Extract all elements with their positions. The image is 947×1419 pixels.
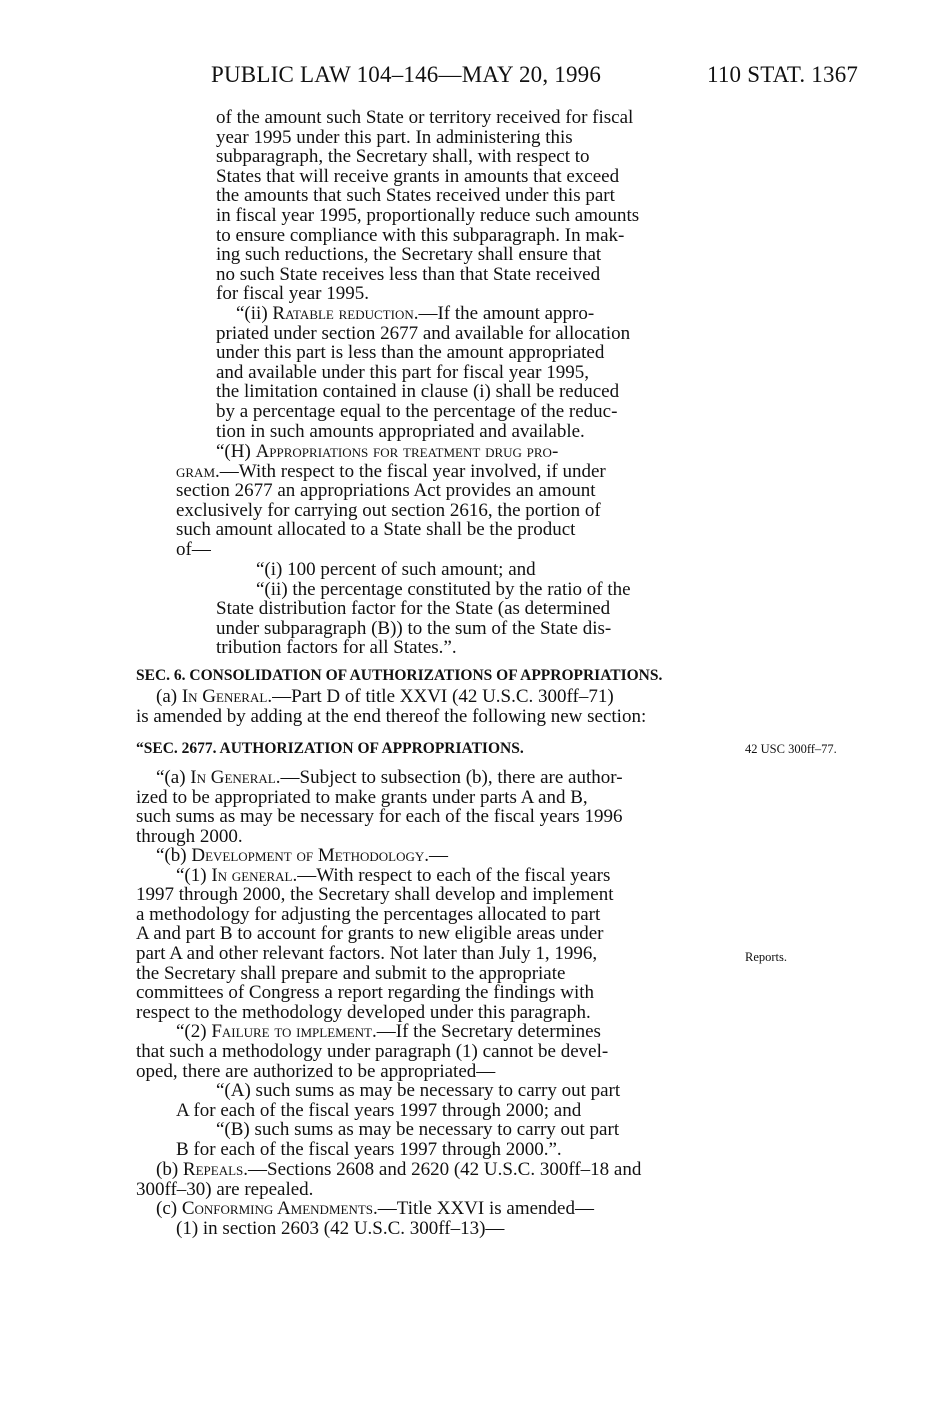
subsection-heading: Development of Methodology xyxy=(191,845,425,866)
section-2677-subsection-b xyxy=(136,846,726,1081)
subsection-a-line: “(a) In General.—Subject to subsection (b), there are author- xyxy=(156,767,623,788)
text-line: subparagraph, the Secretary shall, with respect to xyxy=(216,146,590,168)
paragraph-heading: Failure to implement xyxy=(211,1021,372,1043)
text-line: committees of Congress a report regarding the findings with xyxy=(136,982,595,1004)
paragraph-c1-line: (1) in section 2603 (42 U.S.C. 300ff–13)— xyxy=(176,1217,505,1239)
text-line: of the amount such State or territory received for fiscal xyxy=(216,107,634,128)
clause-first-line: “(ii) Ratable reduction.—If the amount appro- xyxy=(236,303,595,324)
section-2677-heading: “SEC. 2677. AUTHORIZATION OF APPROPRIATIONS. xyxy=(136,740,524,757)
text-line: 300ff–30) are repealed. xyxy=(136,1178,314,1200)
text-line: tribution factors for all States.”. xyxy=(216,637,457,659)
subsection-c-line: (c) Conforming Amendments.—Title XXVI is amended— xyxy=(156,1198,594,1220)
paragraph-2-line: “(2) Failure to implement.—If the Secretary determines xyxy=(176,1021,601,1043)
subsection-b-line: (b) Repeals.—Sections 2608 and 2620 (42 U.S.C. 300ff–18 and xyxy=(156,1159,642,1180)
text-line: of— xyxy=(176,538,211,560)
text-line: that such a methodology under paragraph (1) cannot be devel- xyxy=(136,1040,609,1062)
subparagraphs-a-b xyxy=(176,1081,726,1159)
text-line: by a percentage equal to the percentage of the reduc- xyxy=(216,400,618,422)
text-line: part A and other relevant factors. Not later than July 1, 1996, xyxy=(136,942,598,964)
section-6-subsections-b-c xyxy=(136,1160,726,1238)
text-line: State distribution factor for the State (as determined xyxy=(216,598,611,620)
subsection-heading: In General xyxy=(181,686,268,707)
text-line: in fiscal year 1995, proportionally reduce such amounts xyxy=(216,204,640,226)
text-line: exclusively for carrying out section 2616, the portion of xyxy=(176,499,601,521)
subparagraph-heading-line: “(H) Appropriations for treatment drug pro- xyxy=(216,441,559,462)
text-line: section 2677 an appropriations Act provides an amount xyxy=(176,480,596,502)
clause-ii-first-line: “(ii) the percentage constituted by the ratio of the xyxy=(256,578,631,600)
subparagraph-h xyxy=(176,442,726,560)
text-line: such sums as may be necessary for each of the fiscal years 1996 xyxy=(136,806,623,828)
text-line: B for each of the fiscal years 1997 through 2000.”. xyxy=(176,1138,562,1160)
text-line: 1997 through 2000, the Secretary shall develop and implement xyxy=(136,884,614,906)
subparagraph-a-first-line: “(A) such sums as may be necessary to carry out part xyxy=(216,1080,621,1101)
text-line: respect to the methodology developed under this paragraph. xyxy=(136,1001,591,1023)
subparagraph-b-first-line: “(B) such sums as may be necessary to carry out part xyxy=(216,1119,620,1141)
text-line: under subparagraph (B)) to the sum of the State dis- xyxy=(216,617,612,639)
subparagraph-second-line: gram.—With respect to the fiscal year involved, if under xyxy=(176,460,606,482)
text-line: States that will receive grants in amounts that exceed xyxy=(216,165,620,187)
text-line: such amount allocated to a State shall be the product xyxy=(176,519,576,541)
text-line: ized to be appropriated to make grants under parts A and B, xyxy=(136,786,588,808)
text-line: no such State receives less than that State received xyxy=(216,263,601,285)
subsection-b-heading-line: “(b) Development of Methodology.— xyxy=(156,845,449,866)
text-line: ing such reductions, the Secretary shall ensure that xyxy=(216,244,602,266)
subsection-a-line: (a) In General.—Part D of title XXVI (42 U.S.C. 300ff–71) xyxy=(156,686,614,707)
text-line: under this part is less than the amount appropriated xyxy=(216,342,605,364)
usc-margin-note: 42 USC 300ff–77. xyxy=(745,742,837,756)
text-line: tion in such amounts appropriated and available. xyxy=(216,420,585,442)
text-line: is amended by adding at the end thereof the following new section: xyxy=(136,705,647,727)
text-line: priated under section 2677 and available for allocation xyxy=(216,322,631,344)
ratable-reduction-clause xyxy=(216,304,726,441)
reports-margin-note: Reports. xyxy=(745,950,788,964)
text-line: oped, there are authorized to be appropriated— xyxy=(136,1060,496,1082)
text-line: A for each of the fiscal years 1997 through 2000; and xyxy=(176,1099,582,1121)
subsection-heading: Conforming Amendments xyxy=(181,1198,374,1220)
continuation-paragraph xyxy=(216,108,726,304)
paragraph-heading: In general xyxy=(211,864,293,886)
text-line: a methodology for adjusting the percentages allocated to part xyxy=(136,903,601,925)
page-header-title: PUBLIC LAW 104–146—MAY 20, 1996 xyxy=(211,62,602,87)
subparagraph-heading: Appropriations for treatment drug pro- xyxy=(255,441,559,462)
text-line: A and part B to account for grants to new eligible areas under xyxy=(136,923,604,945)
text-line: and available under this part for fiscal year 1995, xyxy=(216,361,589,383)
text-line: for fiscal year 1995. xyxy=(216,283,369,305)
clause-heading: Ratable reduction xyxy=(272,303,414,324)
text-line: the Secretary shall prepare and submit to the appropriate xyxy=(136,962,566,984)
subparagraph-h-clauses xyxy=(216,560,726,658)
text-line: to ensure compliance with this subparagraph. In mak- xyxy=(216,224,625,246)
text-line: the limitation contained in clause (i) shall be reduced xyxy=(216,381,620,403)
text-line: year 1995 under this part. In administering this xyxy=(216,126,573,148)
section-2677-subsection-a xyxy=(136,768,726,846)
text-line: the amounts that such States received under this part xyxy=(216,185,615,207)
section-6-subsection-a xyxy=(136,687,726,726)
text-line: through 2000. xyxy=(136,825,243,847)
section-6-heading: SEC. 6. CONSOLIDATION OF AUTHORIZATIONS OF APPROPRIATIONS. xyxy=(136,667,663,684)
subsection-heading: Repeals xyxy=(182,1159,244,1180)
clause-i: “(i) 100 percent of such amount; and xyxy=(256,559,536,580)
subsection-heading: In General xyxy=(190,767,276,788)
page-header-stat: 110 STAT. 1367 xyxy=(707,62,859,87)
paragraph-1-line: “(1) In general.—With respect to each of the fiscal years xyxy=(176,864,611,886)
